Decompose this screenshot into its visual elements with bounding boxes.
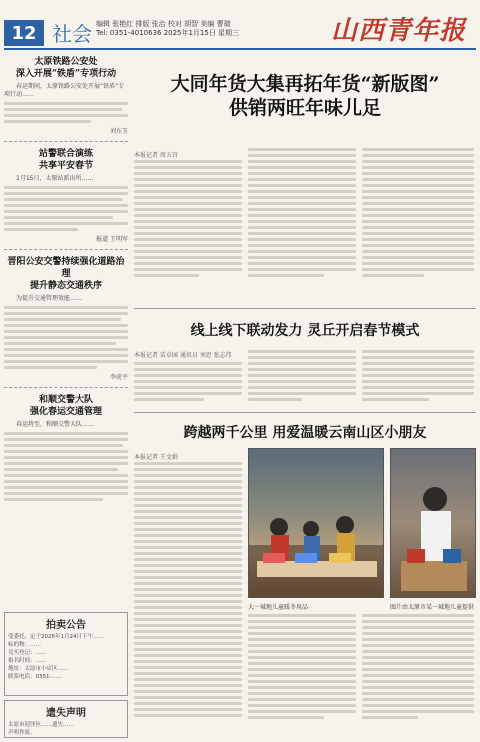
headline-line: 大同年货大集再拓年货“新版图”	[170, 73, 440, 95]
notice-title: 遗失声明	[46, 708, 86, 719]
divider	[4, 249, 128, 250]
notice-line: 太原市迎泽区……遗失……	[8, 722, 75, 728]
notice-line: 标的物：……	[8, 642, 42, 648]
photo-caption: 大一城地儿童暖冬用品	[248, 604, 309, 611]
article-body	[4, 306, 128, 369]
article-lead: 1月15日，太原站派出所……	[16, 175, 94, 182]
article-body	[4, 186, 128, 231]
section-headline: 线上线下联动发力 灵丘开启春节模式	[190, 323, 420, 339]
photo-content	[249, 449, 384, 598]
article-author: 报道 王明军	[96, 236, 128, 243]
article-rail-2	[4, 148, 128, 243]
meta-line: 编辑 张艳红 排版 张治 校对 胡智 美编 曹瑞	[96, 20, 231, 28]
section-title: 社会	[52, 22, 92, 46]
article-body	[362, 148, 474, 280]
title-line: 强化春运交通管理	[29, 407, 102, 417]
section-divider	[134, 412, 476, 413]
editorial-meta	[96, 20, 239, 38]
article-body	[248, 148, 356, 280]
article-lead: 春运期间，太原铁路公安处开展“铁盾”专项行动……	[4, 83, 125, 98]
header-rule	[4, 48, 476, 50]
byline: 本报记者 王文娟	[134, 454, 178, 461]
article-lead: 春运将至，和顺交警大队……	[16, 421, 95, 428]
article-body	[134, 462, 242, 720]
photo-caption: 图片由太原市某一城地儿童提供	[390, 604, 475, 611]
newspaper-masthead: 山西青年报	[330, 16, 466, 46]
photo-children-gifts	[248, 448, 384, 598]
notice-line: 竞买登记：……	[8, 650, 47, 656]
main-headline	[134, 72, 476, 120]
title-line: 晋阳公安交警持续强化道路治理	[7, 257, 125, 279]
article-body	[134, 160, 242, 280]
divider	[4, 141, 128, 142]
article-title	[4, 56, 128, 80]
article-title	[4, 256, 128, 292]
notice-line: 地址：太原市小店区……	[8, 666, 69, 672]
article-rail-1	[4, 56, 128, 135]
title-line: 太原铁路公安处	[34, 57, 98, 67]
article-author: 李虎平	[109, 374, 128, 381]
page-header	[0, 0, 480, 46]
article-body	[248, 614, 356, 722]
section-divider	[134, 308, 476, 309]
title-line: 深入开展“铁盾”专项行动	[15, 69, 117, 79]
title-line: 提升静态交通秩序	[29, 281, 102, 291]
notice-line: 受委托，定于2025年1月24日下午……	[8, 634, 104, 640]
article-title	[4, 394, 128, 418]
article-lead: 为提升交通管理效能……	[16, 295, 83, 302]
title-line: 站警联合演练	[38, 149, 93, 159]
loss-statement	[4, 700, 128, 738]
article-body	[4, 432, 128, 501]
article-body	[362, 614, 474, 722]
page-number: 12	[4, 20, 44, 46]
article-body	[134, 362, 242, 404]
meta-line: Tel: 0351-4010636 2025年1月15日 星期三	[96, 29, 240, 37]
article-title	[4, 148, 128, 172]
title-line: 和顺交警大队	[38, 395, 93, 405]
article-author: 刘东玉	[109, 128, 128, 135]
article-body	[248, 350, 356, 404]
article-body	[4, 102, 128, 123]
notice-line: 声明作废。	[8, 730, 36, 736]
article-rail-3	[4, 256, 128, 381]
byline: 本报记者 周五宫	[134, 152, 178, 159]
notice-line: 报名时间：……	[8, 658, 47, 664]
notice-title: 拍卖公告	[46, 620, 86, 631]
section-headline: 跨越两千公里 用爱温暖云南山区小朋友	[183, 425, 427, 441]
divider	[4, 387, 128, 388]
photo-content	[391, 449, 476, 598]
title-line: 共享平安春节	[38, 161, 93, 171]
auction-notice	[4, 612, 128, 696]
headline-line: 供销两旺年味儿足	[228, 97, 381, 119]
left-column	[4, 56, 128, 504]
article-rail-4	[4, 394, 128, 501]
notice-line: 联系电话：0351-……	[8, 674, 63, 680]
photo-volunteer	[390, 448, 476, 598]
article-body	[362, 350, 474, 404]
byline: 本报记者 苗卓园 通讯员 刘思 张志伟	[134, 352, 232, 359]
